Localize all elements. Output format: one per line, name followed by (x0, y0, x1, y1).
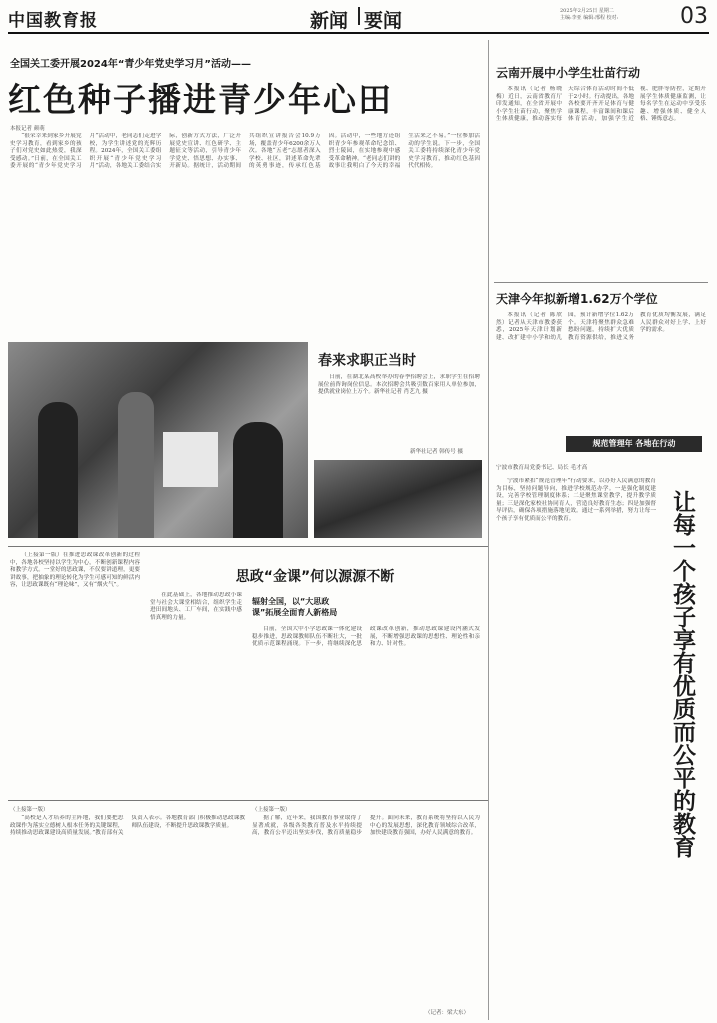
tianjin-headline: 天津今年拟新增1.62万个学位 (496, 292, 658, 306)
sizheng-body-right: 目前，全国大中小学思政课一体化建设稳步推进，思政课教师队伍不断壮大，一批优质示范课程涌现。下一步，将继续深化思政课改革创新，推动思政课建设内涵式发展，不断增强思政课的思想性、理论性和亲和力、针对性。 (252, 626, 480, 648)
sizheng-rule (8, 546, 488, 547)
masthead-rule (8, 32, 709, 34)
sizheng-subheadline: 辐射全国，以“大思政课”拓展全面育人新格局 (252, 597, 338, 617)
tianjin-rule (494, 282, 708, 283)
page-number: 03 (680, 4, 708, 29)
photo-figure-mid (118, 392, 154, 538)
photo-headline: 春来求职正当时 (318, 353, 416, 369)
lead-headline: 红色种子播进青少年心田 (8, 80, 393, 119)
yunnan-headline: 云南开展中小学生壮苗行动 (496, 66, 641, 80)
newspaper-logo: 中国教育报 (8, 11, 98, 31)
issue-date: 2025年2月25日 星期二 (560, 8, 614, 14)
column-body: 宁波市紧扣“规范管理年”行动要求，以办好人民满意的教育为目标，坚持问题导向，推进学校规范办学。一是强化制度建设，完善学校管理制度体系；二是聚焦课堂教学，提升教学质量；三是深化家校社协同育人，营造良好教育生态；四是加强督导评估，确保各项措施落地见效。通过一系列举措，努力让每一个孩子享有优质而公平的教育。 (496, 478, 656, 522)
job-fair-photo-detail (314, 460, 482, 538)
column-label: 规范管理年 各地在行动 (566, 436, 702, 452)
section-divider (358, 7, 360, 25)
continued-label-top: （上接第一版） (10, 807, 49, 813)
subsection-title: 要闻 (364, 10, 403, 32)
tianjin-body: 本报讯（记者 陈欣然）记者从天津市教委获悉，2025年天津计划新建、改扩建中小学和幼儿园，预计新增学位1.62万个。天津将聚焦群众急难愁盼问题，持续扩大优质教育资源供给，推进义务教育优质均衡发展，满足人民群众对好上学、上好学的需求。 (496, 312, 706, 341)
continued-credit: （记者：梁大东） (425, 1010, 470, 1016)
staff-line: 主编:李亚 编辑:邢程 校对: (560, 15, 619, 21)
lead-byline: 本报记者 颜萌 (10, 126, 45, 132)
continued-label-bottom: （上接第一版） (252, 807, 291, 813)
column-headline: 让每一个孩子享有优质而公平的教育 (669, 490, 695, 858)
continued-body-top: “高校是人才培养的主阵地，我们要把思政课作为落实立德树人根本任务的关键课程，持续推动思政课建设高质量发展。”教育部有关负责人表示。各地教育部门积极推动思政课教师队伍建设，不断提升思政课教学质量。 (10, 815, 245, 837)
job-fair-photo (8, 342, 308, 538)
continued-rule (8, 800, 488, 801)
photo-figure-left (38, 402, 78, 538)
lead-kicker: 全国关工委开展2024年“青少年党史学习月”活动—— (10, 59, 251, 70)
yunnan-body: 本报讯（记者 杨晓梅）近日，云南省教育厅印发通知，在全省开展中小学生壮苗行动，聚焦学生体质健康，推动落实每天综合体育活动时间不低于2小时。行动提出，各地各校要开齐开足体育与健康课程，丰富课间和课后体育活动，加强学生近视、肥胖等防控，定期开展学生体质健康监测，让每名学生在运动中享受乐趣、增强体质、健全人格、锤炼意志。 (496, 86, 706, 123)
sizheng-body-left: （上接第一版）在推进思政课改革创新的过程中，各地各校坚持以学生为中心，不断创新课程内容和教学方式。一堂好的思政课，不仅要讲道理，更要讲故事，把抽象的理论转化为学生可感可知的鲜活内容，让思政课既有“理论味”，又有“烟火气”。 (10, 552, 140, 589)
photo-caption: 日前，在湖北某高校举办的春季招聘会上，求职学生在招聘展位前咨询岗位信息。本次招聘会共吸引数百家用人单位参加，提供就业岗位上万个。新华社记者 肖艺九 摄 (318, 374, 480, 396)
column-byline: 宁波市教育局党委书记、局长 毛才高 (496, 465, 588, 471)
sizheng-body-mid: 在此基础上，各地推动思政小课堂与社会大课堂相结合，组织学生走进田间地头、工厂车间，在实践中感悟真理的力量。 (150, 592, 242, 621)
photo-brochure (163, 432, 218, 487)
masthead-meta (560, 8, 680, 22)
lead-body: “很荣幸来到家乡开展党史学习教育，看到家乡的孩子们对党史如此热爱，我深受感动。”日前，在全国关工委开展的“青少年党史学习月”活动中，老同志们走进学校，为学生讲述党的光辉历程。2024年，全国关工委组织开展“青少年党史学习月”活动，各地关工委结合实际，创新方式方法，广泛开展党史宣讲、红色研学、主题征文等活动，引导青少年学党史、悟思想、办实事、开新局。据统计，活动期间共组织宣讲报告会10.9万场，覆盖青少年6200余万人次。各地“五老”志愿者深入学校、社区，讲述革命先辈的英勇事迹，传承红色基因。活动中，一些地方还组织青少年参观革命纪念馆、烈士陵园，在实地参观中感受革命精神。“老同志们讲的故事让我明白了今天的幸福生活来之不易。”一位参加活动的学生说。下一步，全国关工委将持续深化青少年党史学习教育，推动红色基因代代相传。 (10, 133, 480, 170)
section-title: 新闻 (310, 10, 349, 32)
continued-body-bottom: 据了解，近年来，我国教育事业取得了显著成就，各级各类教育普及水平持续提高，教育公平迈出坚实步伐，教育质量稳步提升。面向未来，教育系统将坚持以人民为中心的发展思想，深化教育领域综合改革，加快建设教育强国，办好人民满意的教育。 (252, 815, 480, 837)
photo-credit: 新华社记者 韩传号 摄 (410, 449, 463, 455)
sizheng-headline: 思政“金课”何以源源不断 (235, 569, 395, 585)
photo-figure-right (233, 422, 283, 538)
